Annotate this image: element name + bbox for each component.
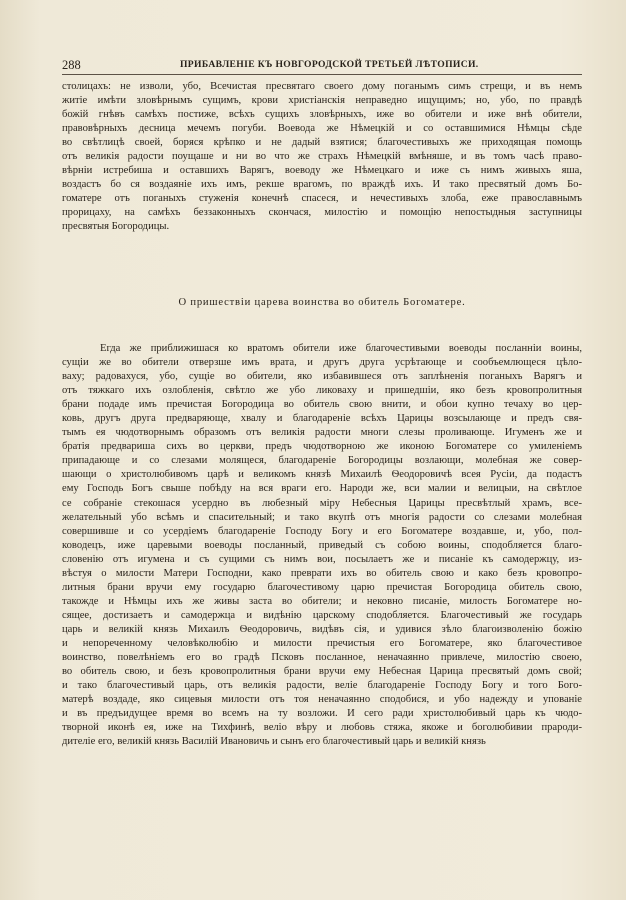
section-title: О пришествіи царева воинства во обитель Богоматере. (178, 297, 466, 308)
text-line: гоматере отъ поганыхъ стуженія конечнѣ спасеся, и нечестивыхъ злоба, еже православнымъ (62, 193, 582, 205)
text-line: Егда же приближишася ко вратомъ обители иже благочестивыми воеводы посланніи воины, (100, 343, 582, 354)
text-line: отъ тяжкаго ихъ озлобленія, свѣтло же убо ликоваху и пришедшіи, яко безъ кровопролитныя (62, 385, 582, 397)
text-line: тымъ ея чюдотворнымъ образомъ отъ великія радости многи слезы проливающе. Игуменъ же и (62, 427, 582, 439)
page-header (62, 58, 582, 75)
text-line: литныя брани вручи ему государю благочестивому царю пречистая Богородица обитель свою, (62, 581, 582, 593)
text-line: царь и великій князь Михаилъ Ѳеодоровичь, видѣвъ сія, и удивися зѣло благоизволенію божію (62, 623, 582, 635)
text-line: дителіе его, великій князь Василій Ивановичь и сынъ его благочестивый царь и великій князь (62, 736, 486, 748)
text-line: пресвятыя Богородицы. (62, 221, 170, 233)
text-line: матерѣ воздаде, яко сицевыя милости отъ тоя неначаянно сподобися, и убо надежду и упованіе (62, 694, 582, 706)
text-line: такожде и Нѣмцы ихъ же живы заста во обители; и нековно писаніе, милость Богоматере но- (62, 595, 582, 607)
text-line: во свѣтлицѣ своей, боряся крѣпко и не дадый взятися; благочестивыхъ же приходящая помощь (62, 137, 582, 149)
page-number: 288 (62, 58, 81, 72)
text-line: се собраніе стекошася усердно въ любезный міру Небесныя Царицы пресвѣтлый храмъ, все- (62, 497, 582, 509)
text-line: желательный убо всѣмъ и спасительный; и тако вкупѣ отъ многія радости со слезами молебная (62, 511, 582, 523)
paragraph-main (62, 342, 582, 749)
text-line: и тако благочестивый царь, отъ великія радости, веліе благодареніе Господу Богу и того Бого- (62, 680, 582, 692)
text-line: отъ великія радости поущаше и ни во что же страхъ Нѣмецкій вмѣняше, и въ томъ часѣ право- (62, 151, 582, 163)
text-line: припадающе и со слезами молящеся, благодареніе Богородицы возлающи, молебная же совер- (62, 455, 582, 467)
text-line: сящее, достизаетъ и самодержца и видѣнію царскому сподобляется. Благочестивый же государь (62, 609, 582, 621)
text-line: воинство, повелѣніемъ его во градѣ Псковъ посланное, неначаянно привлече, милостію своею, (62, 652, 582, 664)
text-line: прорицаху, на самѣхъ беззаконныхъ скончася, милостію и помощію непостыдныя заступницы (62, 207, 582, 219)
text-line: ководецъ, иже царевыми воеводы посланный, приведый съ собою воины, сподобляется благо- (62, 539, 582, 551)
text-line: житіе имѣти зловѣрнымъ сущимъ, крови христіанскія неправедно ищущимъ; но, убо, по правдѣ (62, 95, 582, 107)
text-line: правовѣрныхъ десница мечемъ погуби. Воевода же Нѣмецкій и со оставшимися Нѣмцы сѣде (62, 123, 582, 135)
text-line: брани подаде имъ пречистая Богородица во обитель свою внити, и обои купно течаху во цер- (62, 399, 582, 411)
text-line: сущіи же во обители отверзше имъ врата, и другъ друга усрѣтающе и сообъемлющеся цѣло- (62, 357, 582, 369)
running-title: ПРИБАВЛЕНІЕ КЪ НОВГОРОДСКОЙ ТРЕТЬЕЙ ЛѢТОПИСИ. (180, 59, 479, 70)
text-line: совершивше и со усердіемъ благодареніе Господу Богу и его Богоматере воздавше, и, убо, пол- (62, 525, 582, 537)
text-line: ковь, другъ друга предваряюще, хвалу и благодареніе всѣхъ Царицы возсылающе и предъ свя- (62, 413, 582, 425)
text-line: братія предвариша сихъ во церкви, предъ чюдотворною же иконою Богоматере со умиленіемъ (62, 441, 582, 453)
text-line: ему Господь Богъ свыше побѣду на вся враги его. Народи же, вси малии и велицыи, на свѣтлое (62, 483, 582, 495)
text-line: божій гнѣвъ самѣхъ постиже, всѣхъ сущихъ зловѣрныхъ, иже во обители и иже внѣ обители, (62, 109, 582, 121)
text-line: творной иконѣ ея, иже на Тихфинѣ, веліо вѣру и любовь стяжа, якоже и боголюбивии прароди- (62, 722, 582, 734)
text-line: словенію отъ игумена и съ сущими съ нимъ вои, посылаетъ же и писаніе къ самодержцу, из- (62, 553, 582, 565)
text-line: во обитель свою, и безъ кровопролитныя брани вручи ему Небесная Царица пресвятый домъ свой; (62, 666, 582, 678)
text-line: столицахъ: не изволи, убо, Всечистая пресвятаго своего дому поганымъ симъ стрещи, и въ немъ (62, 81, 582, 92)
text-line: вѣстуя о милости Матери Господни, како преврати ихъ во обитель свою и како безъ кровопро- (62, 567, 582, 579)
text-line: воздастъ бо ся воздаяніе ихъ имъ, рекше врагомъ, по враждѣ ихъ. И тако пресвятый домъ Бо- (62, 179, 582, 191)
text-line: вѣрніи истребиша и оставшихъ Варягъ, воеводу же Нѣмецкаго и иже съ нимъ живыхъ яша, (62, 165, 582, 177)
text-line: и непореченному человѣколюбію и милости пречистыя его Богоматере, яко благочестивое (62, 637, 582, 649)
text-line: и въ предъидущее время во всемъ на ту возложи. И сего ради христолюбивый царь къ чюдо- (62, 708, 582, 720)
paragraph-continuation (62, 80, 582, 235)
text-line: шающи о христолюбивомъ царѣ и великомъ князѣ Михаилѣ Ѳеодоровичѣ всея Русіи, да подастъ (62, 469, 582, 481)
text-line: ваху; радовахуся, убо, сущіе во обители, яко избавившеся отъ заплѣненія поганыхъ Варягъ и (62, 371, 582, 383)
